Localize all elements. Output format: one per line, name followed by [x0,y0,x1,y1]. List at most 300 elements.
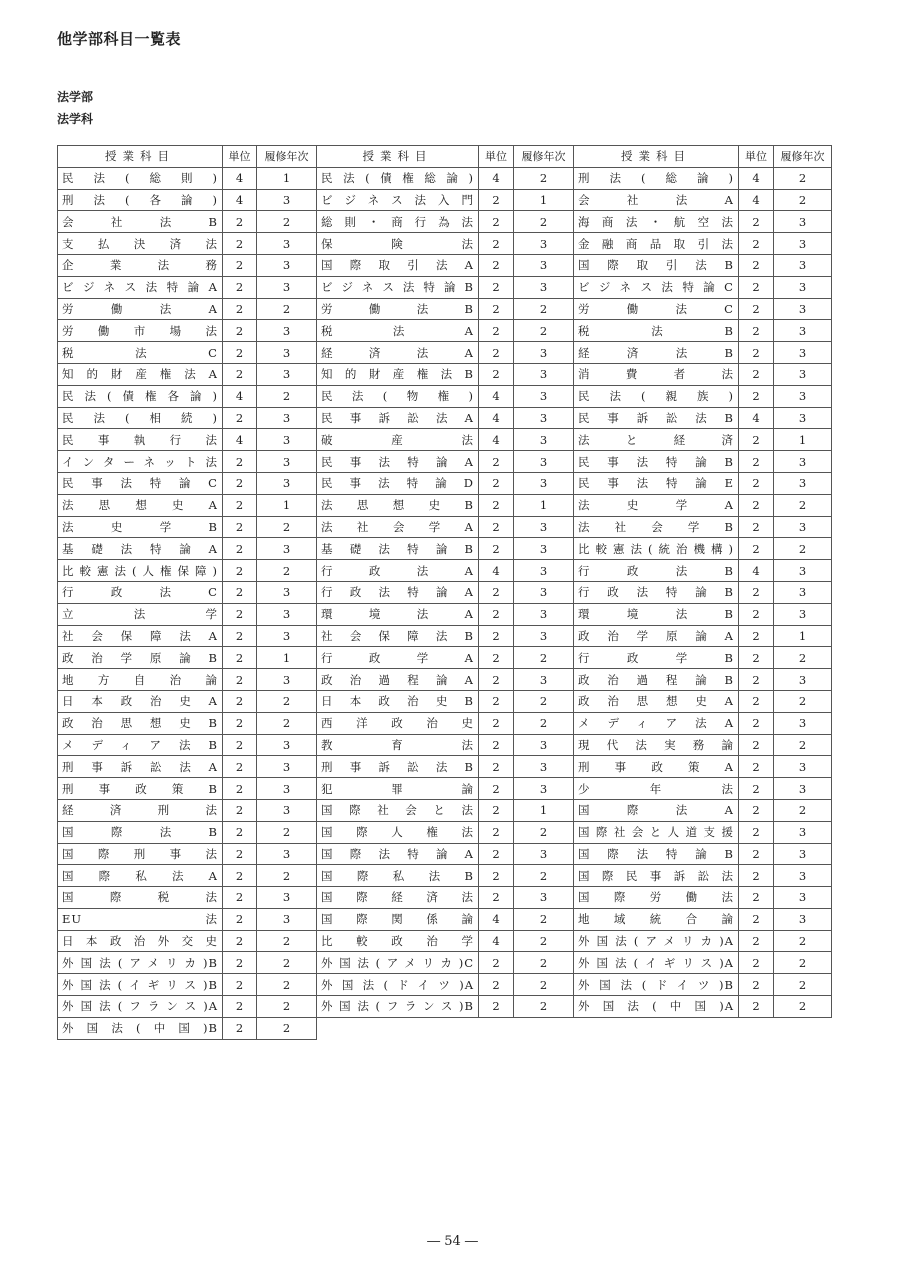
credits-cell: 2 [223,407,257,429]
year-cell: 2 [257,952,317,974]
year-cell: 3 [774,451,832,473]
year-cell: 3 [774,712,832,734]
page-number: ― 54 ― [427,1234,478,1249]
credits-cell: 2 [479,778,514,800]
table-row [58,821,832,843]
course-name-cell: 破産法 [317,429,479,451]
credits-cell: 2 [223,451,257,473]
course-name-cell: 法思想史A [58,494,223,516]
course-name-cell: 国際取引法A [317,254,479,276]
credits-cell: 2 [223,952,257,974]
credits-cell: 2 [223,1017,257,1039]
course-name-cell: 総則・商行為法 [317,211,479,233]
year-cell: 2 [514,908,574,930]
year-cell: 2 [257,1017,317,1039]
year-cell: 3 [774,581,832,603]
year-cell: 2 [257,385,317,407]
year-cell: 3 [774,821,832,843]
page-title: 他学部科目一覧表 [57,30,182,48]
credits-cell: 2 [223,538,257,560]
course-name-cell: 金融商品取引法 [574,233,739,255]
table-row [58,734,832,756]
credits-cell: 2 [479,603,514,625]
table-row [58,451,832,473]
credits-cell: 4 [223,385,257,407]
year-cell: 3 [774,342,832,364]
credits-cell: 2 [479,843,514,865]
course-name-cell: 法史学A [574,494,739,516]
credits-cell: 2 [223,799,257,821]
year-cell: 2 [514,690,574,712]
course-name-cell: 国際刑事法 [58,843,223,865]
credits-cell: 2 [479,996,514,1018]
year-cell: 3 [774,843,832,865]
table-row [58,494,832,516]
credits-cell: 2 [739,865,774,887]
course-name-cell: 社会保障法B [317,625,479,647]
year-cell: 3 [774,363,832,385]
course-name-cell: 税法A [317,320,479,342]
credits-cell: 2 [739,756,774,778]
credits-cell: 2 [479,625,514,647]
course-name-cell: ビジネス法特論A [58,276,223,298]
table-row [58,690,832,712]
course-name-cell: 保険法 [317,233,479,255]
credits-cell: 2 [479,276,514,298]
course-name-cell: 政治思想史B [58,712,223,734]
credits-cell: 2 [223,211,257,233]
credits-cell: 2 [739,887,774,909]
course-name-cell: 民事法特論E [574,472,739,494]
course-name-cell: 外国法(ドイツ)A [317,974,479,996]
course-name-cell: 日本政治史A [58,690,223,712]
credits-cell: 4 [739,407,774,429]
credits-cell: 2 [223,712,257,734]
course-name-cell: 比較政治学 [317,930,479,952]
year-cell: 2 [514,952,574,974]
credits-cell: 2 [479,690,514,712]
course-name-cell: 会社法A [574,189,739,211]
credits-cell: 2 [479,756,514,778]
course-name-cell: 法社会学B [574,516,739,538]
credits-cell: 2 [739,778,774,800]
year-cell: 1 [774,625,832,647]
year-cell: 3 [257,189,317,211]
credits-cell: 2 [739,712,774,734]
credits-cell: 2 [479,472,514,494]
year-cell: 3 [514,843,574,865]
credits-cell: 2 [223,516,257,538]
table-row [58,952,832,974]
course-name-cell: メディア法B [58,734,223,756]
course-name-cell: 政治学原論B [58,647,223,669]
table-row [58,363,832,385]
credits-cell: 2 [479,189,514,211]
credits-cell: 2 [739,669,774,691]
year-cell: 2 [257,821,317,843]
credits-cell: 2 [479,799,514,821]
year-cell: 3 [257,887,317,909]
course-name-cell: 国際関係論 [317,908,479,930]
course-name-cell: 行政法B [574,560,739,582]
credits-cell: 2 [223,996,257,1018]
year-cell: 3 [774,908,832,930]
credits-cell: 2 [739,974,774,996]
faculty-heading: 法学部 [57,90,94,104]
course-name-cell: 法社会学A [317,516,479,538]
year-cell: 3 [774,756,832,778]
credits-cell: 2 [479,952,514,974]
course-name-cell: 知的財産権法A [58,363,223,385]
credits-cell: 2 [223,690,257,712]
credits-cell: 2 [739,799,774,821]
year-cell: 3 [774,472,832,494]
header-credits: 単位 [479,146,514,168]
year-cell: 3 [514,603,574,625]
year-cell: 2 [514,647,574,669]
year-cell: 3 [774,298,832,320]
credits-cell: 2 [739,516,774,538]
year-cell: 3 [257,276,317,298]
course-name-cell: 刑事訴訟法A [58,756,223,778]
course-name-cell: 政治学原論A [574,625,739,647]
credits-cell: 4 [479,908,514,930]
course-name-cell: 比較憲法(人権保障) [58,560,223,582]
course-name-cell: 社会保障法A [58,625,223,647]
year-cell: 3 [514,778,574,800]
credits-cell: 2 [479,538,514,560]
year-cell: 2 [514,821,574,843]
year-cell: 3 [257,320,317,342]
course-name-cell: 法思想史B [317,494,479,516]
course-name-cell: 刑法(総論) [574,167,739,189]
course-name-cell: 支払決済法 [58,233,223,255]
credits-cell: 4 [223,167,257,189]
year-cell: 1 [514,189,574,211]
table-row [58,320,832,342]
year-cell: 3 [514,538,574,560]
table-row [58,930,832,952]
year-cell: 3 [514,756,574,778]
year-cell: 3 [514,407,574,429]
course-name-cell: 行政学A [317,647,479,669]
table-header-row [58,146,832,168]
course-name-cell: 国際民事訴訟法 [574,865,739,887]
credits-cell: 4 [479,167,514,189]
header-year: 履修年次 [257,146,317,168]
table-row [58,298,832,320]
year-cell: 3 [257,908,317,930]
year-cell: 3 [774,887,832,909]
course-name-cell: 労働法C [574,298,739,320]
course-name-cell: 外国法(中国)B [58,1017,223,1039]
year-cell: 3 [257,843,317,865]
course-name-cell: 国際経済法 [317,887,479,909]
course-name-cell: 立法学 [58,603,223,625]
credits-cell: 4 [223,429,257,451]
credits-cell: 2 [223,363,257,385]
credits-cell: 2 [223,494,257,516]
table-row [58,233,832,255]
empty-cell [774,1017,832,1039]
credits-cell: 2 [479,887,514,909]
year-cell: 3 [514,581,574,603]
table-row [58,254,832,276]
credits-cell: 2 [479,363,514,385]
course-name-cell: ビジネス法特論C [574,276,739,298]
credits-cell: 2 [739,472,774,494]
year-cell: 3 [257,756,317,778]
year-cell: 2 [774,930,832,952]
year-cell: 3 [514,734,574,756]
credits-cell: 2 [223,276,257,298]
credits-cell: 2 [739,625,774,647]
year-cell: 3 [514,451,574,473]
year-cell: 3 [257,472,317,494]
course-name-cell: 外国法(ドイツ)B [574,974,739,996]
year-cell: 3 [257,778,317,800]
course-name-cell: 現代法実務論 [574,734,739,756]
course-name-cell: 労働市場法 [58,320,223,342]
year-cell: 2 [514,974,574,996]
credits-cell: 2 [739,298,774,320]
empty-cell [739,1017,774,1039]
course-name-cell: 民事訴訟法B [574,407,739,429]
empty-cell [574,1017,739,1039]
year-cell: 3 [774,516,832,538]
course-name-cell: 労働法A [58,298,223,320]
credits-cell: 2 [739,843,774,865]
year-cell: 1 [514,799,574,821]
credits-cell: 2 [223,581,257,603]
credits-cell: 2 [479,581,514,603]
course-name-cell: 国際法B [58,821,223,843]
course-name-cell: 行政法特論B [574,581,739,603]
course-name-cell: 国際法特論A [317,843,479,865]
year-cell: 2 [514,167,574,189]
course-name-cell: 環境法A [317,603,479,625]
course-name-cell: 労働法B [317,298,479,320]
table-row [58,276,832,298]
credits-cell: 2 [739,254,774,276]
course-name-cell: 犯罪論 [317,778,479,800]
course-name-cell: 行政法C [58,581,223,603]
course-name-cell: 国際社会と人道支援 [574,821,739,843]
course-name-cell: 国際税法 [58,887,223,909]
credits-cell: 2 [223,756,257,778]
course-name-cell: 国際労働法 [574,887,739,909]
year-cell: 3 [514,254,574,276]
year-cell: 2 [257,712,317,734]
year-cell: 3 [774,603,832,625]
table-row [58,407,832,429]
year-cell: 2 [774,799,832,821]
table-row [58,756,832,778]
course-name-cell: 法と経済 [574,429,739,451]
credits-cell: 2 [739,385,774,407]
table-row [58,211,832,233]
credits-cell: 4 [223,189,257,211]
credits-cell: 2 [739,821,774,843]
table-row [58,603,832,625]
year-cell: 2 [257,298,317,320]
table-row [58,712,832,734]
course-name-cell: 政治過程論B [574,669,739,691]
year-cell: 2 [774,974,832,996]
year-cell: 3 [257,581,317,603]
year-cell: 2 [774,538,832,560]
year-cell: 2 [257,516,317,538]
course-name-cell: 税法C [58,342,223,364]
credits-cell: 4 [479,560,514,582]
credits-cell: 2 [223,930,257,952]
table-row [58,560,832,582]
table-row [58,538,832,560]
table-row [58,887,832,909]
credits-cell: 2 [739,647,774,669]
course-name-cell: 経済法A [317,342,479,364]
credits-cell: 2 [739,342,774,364]
year-cell: 3 [257,429,317,451]
credits-cell: 4 [739,167,774,189]
course-name-cell: 経済刑法 [58,799,223,821]
course-name-cell: 民事訴訟法A [317,407,479,429]
course-name-cell: 民法(債権総論) [317,167,479,189]
year-cell: 2 [257,211,317,233]
year-cell: 3 [257,538,317,560]
credits-cell: 2 [739,494,774,516]
course-table-body [58,167,832,1039]
year-cell: 2 [514,320,574,342]
course-name-cell: 少年法 [574,778,739,800]
year-cell: 2 [514,930,574,952]
table-row [58,974,832,996]
year-cell: 3 [514,472,574,494]
course-name-cell: 外国法(フランス)B [317,996,479,1018]
year-cell: 2 [257,974,317,996]
year-cell: 2 [514,298,574,320]
course-name-cell: 会社法B [58,211,223,233]
course-name-cell: 外国法(アメリカ)C [317,952,479,974]
course-name-cell: 国際法特論B [574,843,739,865]
credits-cell: 2 [223,908,257,930]
table-row [58,385,832,407]
year-cell: 2 [774,494,832,516]
header-credits: 単位 [739,146,774,168]
empty-cell [479,1017,514,1039]
course-name-cell: 民法(総則) [58,167,223,189]
credits-cell: 2 [479,974,514,996]
course-name-cell: 外国法(アメリカ)A [574,930,739,952]
credits-cell: 2 [739,908,774,930]
credits-cell: 2 [479,211,514,233]
course-name-cell: 民法(親族) [574,385,739,407]
year-cell: 2 [257,930,317,952]
course-name-cell: ビジネス法入門 [317,189,479,211]
course-name-cell: 海商法・航空法 [574,211,739,233]
credits-cell: 2 [739,952,774,974]
year-cell: 3 [257,407,317,429]
credits-cell: 4 [479,429,514,451]
credits-cell: 2 [479,821,514,843]
course-name-cell: 消費者法 [574,363,739,385]
credits-cell: 2 [479,669,514,691]
year-cell: 3 [257,342,317,364]
credits-cell: 2 [739,363,774,385]
year-cell: 3 [774,233,832,255]
course-name-cell: メディア法A [574,712,739,734]
year-cell: 3 [514,887,574,909]
course-name-cell: 外国法(イギリス)A [574,952,739,974]
course-name-cell: 外国法(中国)A [574,996,739,1018]
credits-cell: 2 [739,320,774,342]
credits-cell: 2 [739,996,774,1018]
year-cell: 2 [774,647,832,669]
credits-cell: 2 [479,712,514,734]
year-cell: 3 [774,320,832,342]
credits-cell: 2 [739,429,774,451]
course-name-cell: 国際私法B [317,865,479,887]
credits-cell: 2 [479,342,514,364]
year-cell: 3 [257,669,317,691]
year-cell: 2 [774,734,832,756]
course-name-cell: 知的財産権法B [317,363,479,385]
course-name-cell: 税法B [574,320,739,342]
course-name-cell: 行政法特論A [317,581,479,603]
course-name-cell: 国際法A [574,799,739,821]
course-table [57,145,832,1040]
year-cell: 3 [774,254,832,276]
year-cell: 3 [514,233,574,255]
credits-cell: 2 [223,734,257,756]
credits-cell: 4 [739,189,774,211]
year-cell: 2 [514,996,574,1018]
table-row [58,843,832,865]
table-row [58,908,832,930]
table-row [58,1017,832,1039]
table-row [58,429,832,451]
credits-cell: 4 [479,930,514,952]
year-cell: 2 [257,865,317,887]
credits-cell: 4 [479,385,514,407]
course-name-cell: 刑事政策A [574,756,739,778]
table-row [58,669,832,691]
credits-cell: 2 [223,233,257,255]
year-cell: 3 [257,451,317,473]
credits-cell: 2 [223,603,257,625]
header-credits: 単位 [223,146,257,168]
credits-cell: 2 [739,734,774,756]
course-name-cell: 地方自治論 [58,669,223,691]
year-cell: 3 [257,363,317,385]
credits-cell: 2 [739,603,774,625]
year-cell: 1 [257,494,317,516]
header-course: 授業科目 [58,146,223,168]
year-cell: 2 [257,690,317,712]
course-name-cell: 民事法特論C [58,472,223,494]
course-name-cell: 西洋政治史 [317,712,479,734]
course-name-cell: 行政学B [574,647,739,669]
year-cell: 3 [257,603,317,625]
course-name-cell: 民事法特論D [317,472,479,494]
course-name-cell: 経済法B [574,342,739,364]
credits-cell: 2 [739,233,774,255]
year-cell: 2 [774,189,832,211]
year-cell: 2 [774,996,832,1018]
year-cell: 3 [514,385,574,407]
credits-cell: 2 [739,451,774,473]
course-name-cell: 民法(物権) [317,385,479,407]
